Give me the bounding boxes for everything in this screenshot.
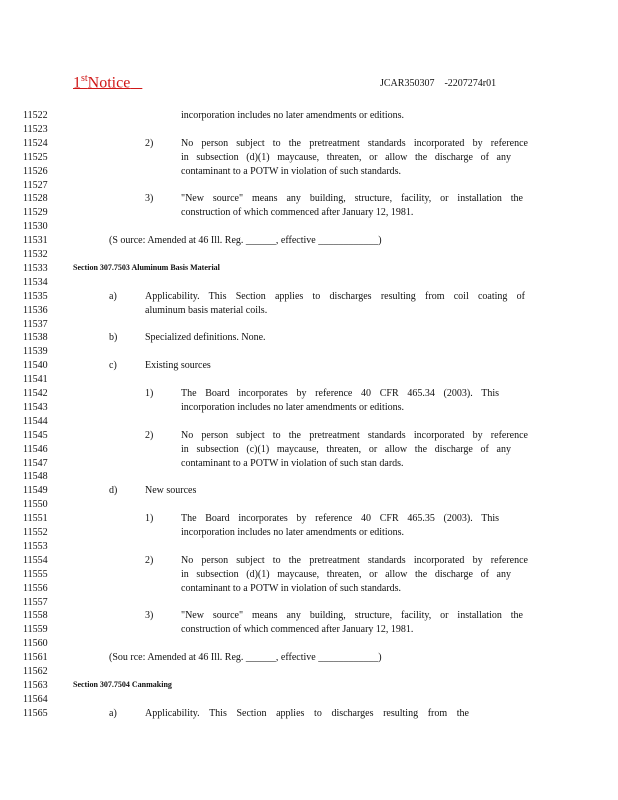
line-text: The Board incorporates by reference 40 CFR 465.35 (2003). This [181,513,499,525]
line-number: 11556 [23,582,48,594]
line-text: in subsection (d)(1) maycause, threaten, or allow the discharge of any [181,568,511,580]
line-number: 11555 [23,568,48,580]
line-number: 11540 [23,360,48,372]
line-number: 11528 [23,193,48,205]
line-text: 3) [145,610,154,622]
line-text: in subsection (d)(1) maycause, threaten, or allow the discharge of any [181,151,511,163]
document-line [0,388,618,402]
line-number: 11531 [23,235,48,247]
line-text: 2) [145,429,154,441]
line-number: 11535 [23,290,48,302]
document-line [0,416,618,430]
section-heading: Section 307.7504 Canmaking [73,679,172,689]
document-line [0,555,618,569]
line-number: 11532 [23,249,48,260]
line-text: Existing sources [145,360,211,372]
line-number: 11558 [23,610,48,622]
line-number: 11553 [23,540,48,552]
document-line [0,193,618,207]
line-number: 11524 [23,137,48,149]
line-text: incorporation includes no later amendments or editions. [181,110,404,121]
document-line [0,485,618,499]
document-line [0,263,618,277]
line-text: incorporation includes no later amendments or editions. [181,401,404,413]
line-number: 11545 [23,429,48,441]
document-line [0,346,618,360]
document-line [0,513,618,527]
line-text: Applicability. This Section applies to discharges resulting from coil coating of [145,290,525,302]
document-line [0,277,618,291]
line-text: contaminant to a POTW in violation of such standards. [181,165,402,177]
line-text: 2) [145,137,154,149]
line-number: 11550 [23,499,48,511]
document-line [0,207,618,221]
document-line [0,527,618,541]
document-line [0,124,618,138]
line-number: 11546 [23,443,48,455]
line-text: "New source" means any building, structure, facility, or installation the [181,610,523,622]
line-number: 11525 [23,151,48,163]
line-number: 11523 [23,123,48,135]
line-text: a) [109,290,117,302]
line-number: 11529 [23,207,48,219]
document-line [0,471,618,485]
document-line [0,708,618,722]
line-number: 11543 [23,401,48,413]
document-line [0,694,618,708]
document-line [0,110,618,124]
line-text: contaminant to a POTW in violation of such standards. [181,582,402,594]
line-text: Specialized definitions. None. [145,332,266,344]
line-text: c) [109,360,117,372]
line-number: 11563 [23,679,48,691]
document-line [0,374,618,388]
line-number: 11548 [23,471,48,483]
line-number: 11560 [23,638,48,650]
document-line [0,499,618,513]
line-text: No person subject to the pretreatment standards incorporated by reference [181,554,528,566]
line-text: b) [109,332,118,344]
line-number: 11562 [23,666,48,677]
document-line [0,332,618,346]
document-line [0,597,618,611]
line-number: 11547 [23,457,48,469]
line-number: 11536 [23,304,48,316]
document-line [0,430,618,444]
document-line [0,291,618,305]
line-number: 11557 [23,596,48,608]
document-line [0,166,618,180]
line-text: construction of which commenced after January 12, 1981. [181,207,414,219]
line-text: 3) [145,193,154,205]
line-number: 11541 [23,374,48,386]
line-text: d) [109,485,118,497]
line-text: a) [109,707,117,719]
line-number: 11527 [23,179,48,191]
line-number: 11565 [23,707,48,719]
document-line [0,138,618,152]
line-text: in subsection (c)(1) maycause, threaten, or allow the discharge of any [181,443,511,455]
line-text: 1) [145,388,154,399]
line-number: 11530 [23,221,48,233]
section-heading: Section 307.7503 Aluminum Basis Material [73,262,220,272]
line-text: 1) [145,513,154,525]
document-line [0,319,618,333]
document-line [0,638,618,652]
line-number: 11537 [23,318,48,330]
line-text: The Board incorporates by reference 40 CFR 465.34 (2003). This [181,388,499,399]
line-text: No person subject to the pretreatment standards incorporated by reference [181,137,528,149]
line-text: 2) [145,554,154,566]
line-number: 11551 [23,513,48,525]
document-line [0,624,618,638]
document-line [0,458,618,472]
line-text: New sources [145,485,197,497]
line-number: 11526 [23,165,48,177]
line-number: 11522 [23,110,48,121]
line-number: 11544 [23,415,48,427]
document-line [0,569,618,583]
document-line [0,541,618,555]
document-line [0,249,618,263]
line-text: "New source" means any building, structure, facility, or installation the [181,193,523,205]
notice-heading: 1stNotice [73,73,131,92]
line-number: 11533 [23,262,48,274]
line-text: incorporation includes no later amendments or editions. [181,527,404,538]
line-number: 11542 [23,388,48,399]
line-text: contaminant to a POTW in violation of such stan dards. [181,457,404,469]
line-text: Applicability. This Section applies to discharges resulting from the [145,707,469,719]
document-id: JCAR350307 -2207274r01 [380,78,497,89]
line-number: 11534 [23,276,48,288]
line-text: No person subject to the pretreatment standards incorporated by reference [181,429,528,441]
line-text: (Sou rce: Amended at 46 Ill. Reg. ______, effective ____________) [109,652,382,664]
line-number: 11552 [23,527,48,538]
document-line [0,180,618,194]
document-line [0,583,618,597]
line-number: 11549 [23,485,48,497]
line-number: 11538 [23,332,48,344]
document-line [0,305,618,319]
document-line [0,360,618,374]
line-number: 11559 [23,624,48,636]
line-text: aluminum basis material coils. [145,304,268,316]
line-number: 11561 [23,652,48,664]
document-line [0,221,618,235]
document-line [0,666,618,680]
document-line [0,610,618,624]
line-text: construction of which commenced after January 12, 1981. [181,624,414,636]
line-number: 11564 [23,693,48,705]
document-line [0,680,618,694]
document-line [0,235,618,249]
document-line [0,152,618,166]
line-number: 11539 [23,346,48,358]
document-line [0,652,618,666]
line-number: 11554 [23,554,48,566]
document-line [0,444,618,458]
line-text: (S ource: Amended at 46 Ill. Reg. ______, effective ____________) [109,235,382,247]
document-line [0,402,618,416]
